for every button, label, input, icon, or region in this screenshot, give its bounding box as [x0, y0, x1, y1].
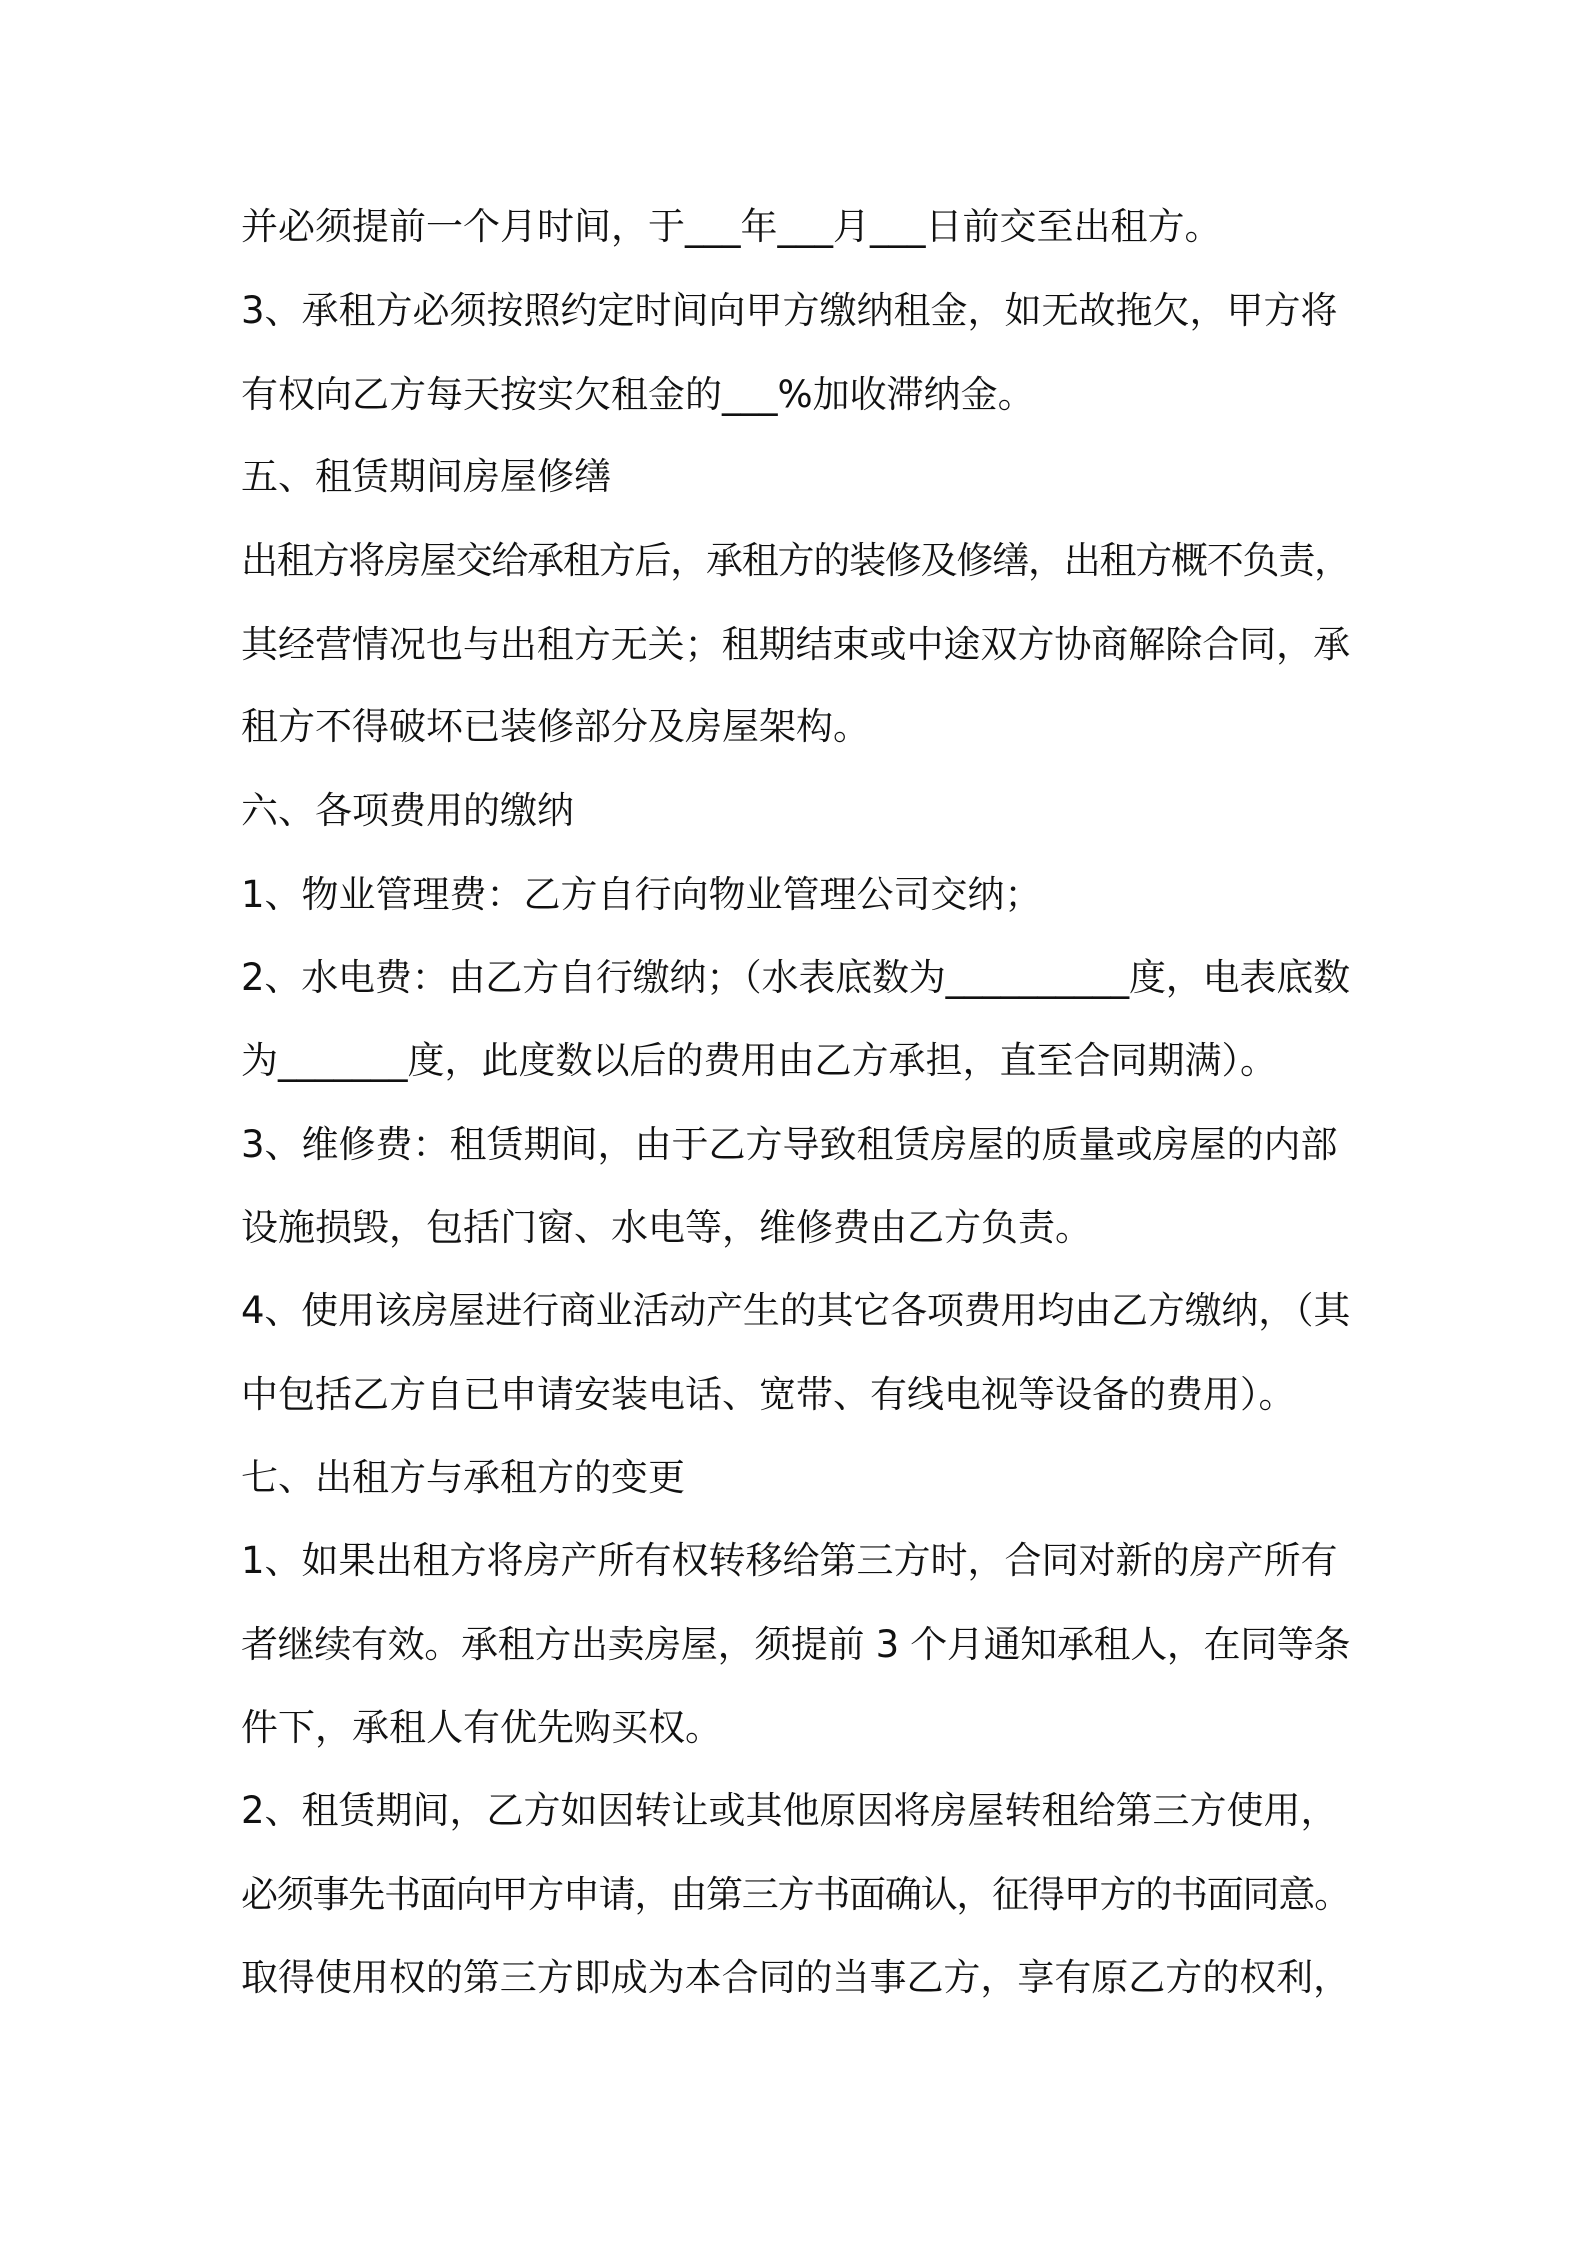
text-line: 出租方将房屋交给承租方后，承租方的装修及修缮，出租方概不负责， — [241, 539, 1350, 582]
text-line: 必须事先书面向甲方申请，由第三方书面确认，征得甲方的书面同意。 — [241, 1873, 1350, 1916]
text-line: 并必须提前一个月时间，于___年___月___日前交至出租方。 — [241, 205, 1222, 248]
text-line: 3、承租方必须按照约定时间向甲方缴纳租金，如无故拖欠，甲方将 — [241, 289, 1338, 332]
text-line: 租方不得破坏已装修部分及房屋架构。 — [241, 705, 870, 748]
text-line: 中包括乙方自已申请安装电话、宽带、有线电视等设备的费用）。 — [241, 1373, 1296, 1416]
text-line: 3、维修费：租赁期间，由于乙方导致租赁房屋的质量或房屋的内部 — [241, 1123, 1338, 1166]
text-line: 取得使用权的第三方即成为本合同的当事乙方，享有原乙方的权利， — [241, 1956, 1351, 1999]
section-heading: 七、出租方与承租方的变更 — [241, 1456, 685, 1499]
text-line: 为_______度，此度数以后的费用由乙方承担，直至合同期满）。 — [241, 1039, 1277, 1082]
text-line: 件下，承租人有优先购买权。 — [241, 1706, 722, 1749]
text-line: 2、租赁期间，乙方如因转让或其他原因将房屋转租给第三方使用， — [241, 1789, 1338, 1832]
text-line: 其经营情况也与出租方无关；租期结束或中途双方协商解除合同，承 — [241, 623, 1351, 666]
text-line: 2、水电费：由乙方自行缴纳；（水表底数为__________度，电表底数 — [241, 956, 1350, 999]
text-line: 4、使用该房屋进行商业活动产生的其它各项费用均由乙方缴纳，（其 — [241, 1289, 1351, 1332]
text-line: 有权向乙方每天按实欠租金的___%加收滞纳金。 — [241, 373, 1035, 416]
section-heading: 六、各项费用的缴纳 — [241, 789, 574, 832]
text-line: 者继续有效。承租方出卖房屋，须提前 3 个月通知承租人，在同等条 — [241, 1623, 1351, 1666]
text-line: 1、如果出租方将房产所有权转移给第三方时，合同对新的房产所有 — [241, 1539, 1338, 1582]
text-line: 设施损毁，包括门窗、水电等，维修费由乙方负责。 — [241, 1206, 1092, 1249]
text-line: 1、物业管理费：乙方自行向物业管理公司交纳； — [241, 873, 1042, 916]
section-heading: 五、租赁期间房屋修缮 — [241, 455, 611, 498]
